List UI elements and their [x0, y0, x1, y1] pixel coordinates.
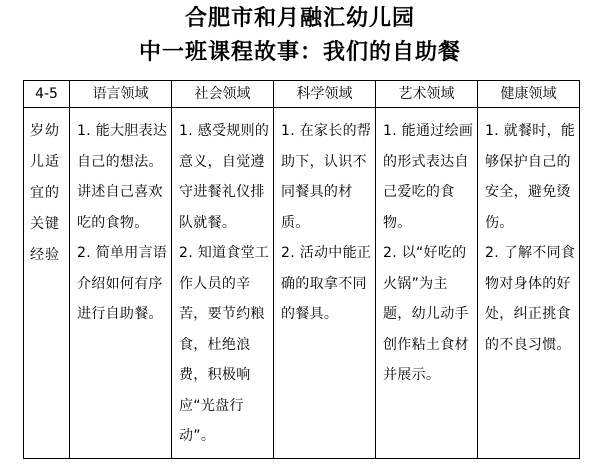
header-art: 艺术领域 [376, 81, 478, 108]
header-science: 科学领域 [274, 81, 376, 108]
age-header-cell: 4-5 [24, 81, 70, 108]
science-item-2: 2. 活动中能正确的取拿不同的餐具。 [281, 245, 372, 322]
social-item-2: 2. 知道食堂工作人员的辛苦，要节约粮食，杜绝浪费，积极响应“光盘行动”。 [179, 245, 270, 444]
language-item-1: 1. 能大胆表达自己的想法。讲述自己喜欢吃的食物。 [77, 123, 168, 231]
cell-science [274, 108, 376, 459]
art-item-1: 1. 能通过绘画的形式表达自己爱吃的食物。 [383, 123, 474, 231]
art-item-2: 2. 以“好吃的火锅”为主题，幼儿动手创作粘土食材并展示。 [383, 245, 469, 383]
table-row [24, 108, 580, 459]
table-header-row [24, 81, 580, 108]
row-label-cell: 岁幼儿适宜的关键经验 [24, 108, 70, 459]
key-experience-table [23, 80, 580, 459]
cell-social [172, 108, 274, 459]
document-subtitle: 中一班课程故事：我们的自助餐 [138, 40, 461, 65]
social-item-1: 1. 感受规则的意义，自觉遵守进餐礼仪排队就餐。 [179, 123, 270, 231]
header-language: 语言领域 [70, 81, 172, 108]
science-item-1: 1. 在家长的帮助下，认识不同餐具的材质。 [281, 123, 372, 231]
health-item-2: 2. 了解不同食物对身体的好处，纠正挑食的不良习惯。 [485, 245, 576, 353]
language-item-2: 2. 简单用言语介绍如何有序进行自助餐。 [77, 245, 168, 322]
health-item-1: 1. 就餐时，能够保护自己的安全，避免烫伤。 [485, 123, 576, 231]
cell-art [376, 108, 478, 459]
cell-language [70, 108, 172, 459]
header-social: 社会领域 [172, 81, 274, 108]
header-health: 健康领域 [478, 81, 580, 108]
document-title: 合肥市和月融汇幼儿园 [184, 6, 415, 31]
cell-health [478, 108, 580, 459]
